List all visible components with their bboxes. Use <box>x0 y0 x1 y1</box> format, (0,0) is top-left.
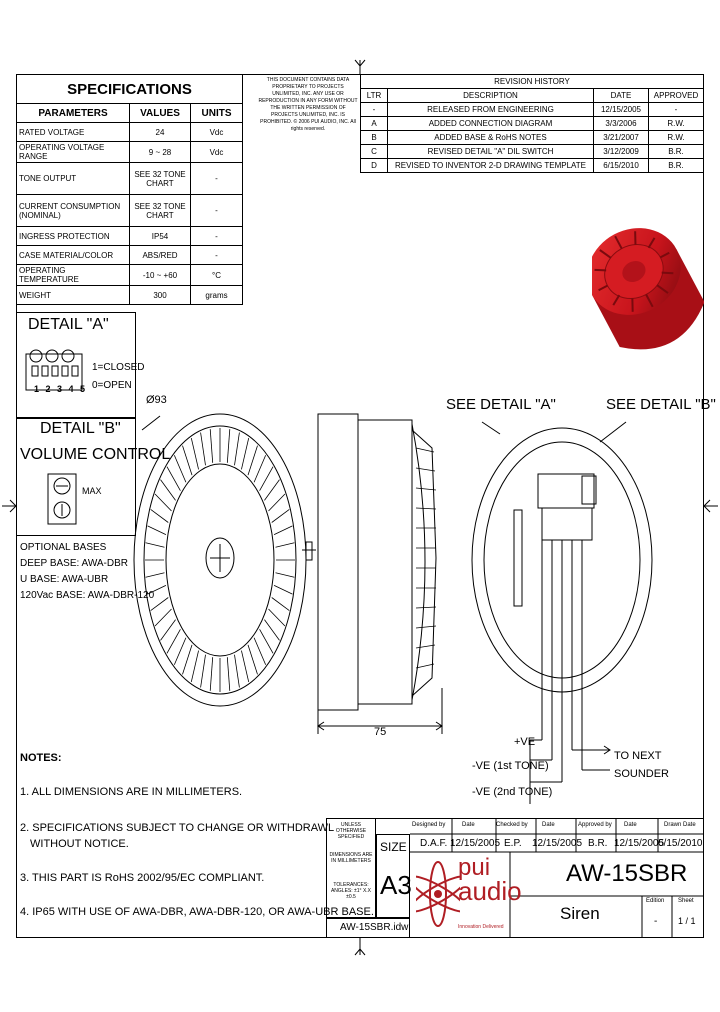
max-label: MAX <box>82 486 102 496</box>
rev-approved: R.W. <box>649 131 704 145</box>
grille-rib <box>174 455 186 482</box>
spec-header-parameters: PARAMETERS <box>17 104 130 123</box>
open-label: 0=OPEN <box>92 380 132 391</box>
grille-rib <box>148 526 166 535</box>
see-detail-a-callout: SEE DETAIL "A" <box>446 396 556 413</box>
rev-description: ADDED BASE & RoHS NOTES <box>388 131 594 145</box>
approved-by-label: Approved by <box>578 822 612 828</box>
see-detail-b-callout: SEE DETAIL "B" <box>606 396 716 413</box>
grille-rib <box>268 494 284 511</box>
logo-text-pui: pui <box>458 854 491 881</box>
grille-rib <box>191 651 198 682</box>
spec-parameter: OPERATING TEMPERATURE <box>17 265 130 286</box>
depth-dimension-label: 75 <box>374 726 387 738</box>
notes-title: NOTES: <box>20 752 62 764</box>
specifications-table <box>16 74 243 305</box>
spec-unit: °C <box>191 265 243 286</box>
grille-rib <box>155 494 171 511</box>
dims-note: DIMENSIONS ARE IN MILLIMETERS <box>329 852 373 864</box>
base-item: DEEP BASE: AWA-DBR <box>20 558 128 569</box>
rev-approved: R.W. <box>649 117 704 131</box>
grille-rib <box>260 629 273 653</box>
grille-rib <box>167 629 180 653</box>
grille-rib <box>272 598 290 611</box>
grille-rib <box>264 480 279 501</box>
spec-unit: Vdc <box>191 123 243 142</box>
grille-rib <box>210 657 212 691</box>
rev-ltr: - <box>361 103 388 117</box>
rev-ltr: B <box>361 131 388 145</box>
spec-parameter: WEIGHT <box>17 286 130 305</box>
note-item: 1. ALL DIMENSIONS ARE IN MILLIMETERS. <box>20 786 243 798</box>
date-label: Date <box>542 822 555 828</box>
grille-rib <box>191 438 198 469</box>
grille-rib <box>260 467 273 491</box>
checker-value: E.P. <box>504 838 522 849</box>
rev-approved: - <box>649 103 704 117</box>
sheet-label: Sheet <box>678 898 694 904</box>
spec-parameter: OPERATING VOLTAGE RANGE <box>17 142 130 163</box>
grille-rib <box>254 638 266 665</box>
rev-description: REVISED DETAIL "A" DIL SWITCH <box>388 145 594 159</box>
diameter-label: Ø93 <box>146 394 167 406</box>
spec-value: 300 <box>130 286 191 305</box>
grille-rib <box>183 446 193 475</box>
plus-ve-label: +VE <box>514 736 536 748</box>
rev-ltr: C <box>361 145 388 159</box>
file-name: AW-15SBR.idw <box>340 922 409 933</box>
grille-rib <box>227 657 229 691</box>
table-row <box>17 142 243 163</box>
grille-rib <box>241 651 248 682</box>
grille-rib <box>151 598 169 611</box>
spec-unit: - <box>191 163 243 195</box>
detail-b-subtitle: VOLUME CONTROL <box>20 446 171 463</box>
rev-ltr: A <box>361 117 388 131</box>
size-label: SIZE <box>380 840 407 854</box>
minus-ve-2-label: -VE (2nd TONE) <box>472 786 553 798</box>
grille-rib <box>210 429 212 463</box>
rev-date: 3/3/2006 <box>594 117 649 131</box>
spec-value: 9 ~ 28 <box>130 142 191 163</box>
rev-description: RELEASED FROM ENGINEERING <box>388 103 594 117</box>
table-row <box>361 131 704 145</box>
spec-unit: grams <box>191 286 243 305</box>
rev-ltr: D <box>361 159 388 173</box>
grille-rib <box>146 573 165 577</box>
table-row <box>361 117 704 131</box>
grille-rib <box>272 509 290 522</box>
grille-rib <box>146 543 165 547</box>
grille-rib <box>155 609 171 626</box>
spec-value: 24 <box>130 123 191 142</box>
table-row <box>17 286 243 305</box>
date-label: Date <box>462 822 475 828</box>
table-row <box>17 163 243 195</box>
siren-render-image <box>592 208 704 388</box>
spec-unit: Vdc <box>191 142 243 163</box>
closed-label: 1=CLOSED <box>92 362 145 373</box>
rev-header-date: DATE <box>594 89 649 103</box>
table-row <box>361 103 704 117</box>
edition-value: - <box>654 916 658 927</box>
sounder-label: SOUNDER <box>614 768 670 780</box>
side-view-drawing <box>312 408 452 748</box>
rev-description: REVISED TO INVENTOR 2-D DRAWING TEMPLATE <box>388 159 594 173</box>
spec-parameter: CASE MATERIAL/COLOR <box>17 246 130 265</box>
table-row <box>17 123 243 142</box>
logo-tagline: Innovation Delivered <box>458 924 504 930</box>
table-row <box>17 246 243 265</box>
spec-unit: - <box>191 227 243 246</box>
spec-parameter: CURRENT CONSUMPTION (NOMINAL) <box>17 195 130 227</box>
note-item: 3. THIS PART IS RoHS 2002/95/EC COMPLIANT. <box>20 872 265 884</box>
front-view-drawing <box>130 390 320 720</box>
designed-by-label: Designed by <box>412 822 446 828</box>
rev-date: 6/15/2010 <box>594 159 649 173</box>
part-number: AW-15SBR <box>566 860 688 887</box>
sheet-size: A3 <box>380 870 412 900</box>
spec-parameter: RATED VOLTAGE <box>17 123 130 142</box>
revision-title: REVISION HISTORY <box>361 75 704 89</box>
date-value: 12/15/2005 <box>450 838 501 849</box>
volume-knob-icon <box>42 470 82 528</box>
specifications-title: SPECIFICATIONS <box>17 75 243 104</box>
grille-rib <box>148 585 166 594</box>
spec-value: IP54 <box>130 227 191 246</box>
grille-rib <box>160 620 175 641</box>
note-item: 2. SPECIFICATIONS SUBJECT TO CHANGE OR WITHDRAWL <box>20 822 335 834</box>
table-row <box>361 145 704 159</box>
grille-rib <box>248 645 258 674</box>
spec-value: ABS/RED <box>130 246 191 265</box>
drawn-date-label: Drawn Date <box>664 822 696 828</box>
table-row <box>361 159 704 173</box>
note-item: WITHOUT NOTICE. <box>30 838 129 850</box>
spec-parameter: INGRESS PROTECTION <box>17 227 130 246</box>
atom-logo-icon <box>416 856 460 932</box>
checked-by-label: Checked by <box>496 822 528 828</box>
part-description: Siren <box>560 904 600 923</box>
rev-header-approved: APPROVED <box>649 89 704 103</box>
sheet-value: 1 / 1 <box>678 916 696 926</box>
spec-value: SEE 32 TONE CHART <box>130 163 191 195</box>
note-item: 4. IP65 WITH USE OF AWA-DBR, AWA-DBR-120, OR AWA-UBR BASE. <box>20 906 374 918</box>
unless-note: UNLESS OTHERWISE SPECIFIED <box>335 822 367 840</box>
spec-value: -10 ~ +60 <box>130 265 191 286</box>
grille-rib <box>234 432 239 465</box>
grille-rib <box>174 638 186 665</box>
revision-history-table <box>360 74 704 173</box>
date-label: Date <box>624 822 637 828</box>
detail-a-title: DETAIL "A" <box>28 316 109 333</box>
rev-date: 3/12/2009 <box>594 145 649 159</box>
grille-rib <box>274 585 292 594</box>
grille-rib <box>183 645 193 674</box>
grille-rib <box>248 446 258 475</box>
grille-rib <box>241 438 248 469</box>
grille-rib <box>276 573 295 577</box>
to-next-label: TO NEXT <box>614 750 662 762</box>
grille-rib <box>276 543 295 547</box>
logo-text-audio: audio <box>458 876 522 906</box>
spec-value: SEE 32 TONE CHART <box>130 195 191 227</box>
rev-date: 12/15/2005 <box>594 103 649 117</box>
date-value: 12/15/2005 <box>614 838 665 849</box>
optional-bases-title: OPTIONAL BASES <box>20 542 107 553</box>
drawn-date-value: 6/15/2010 <box>658 838 703 849</box>
date-value: 12/15/2005 <box>532 838 583 849</box>
rev-approved: B.R. <box>649 159 704 173</box>
tolerance-note: TOLERANCES: ANGLES: ±1° X.X ±0.5 <box>330 882 372 900</box>
edition-label: Edition <box>646 898 665 904</box>
spec-parameter: TONE OUTPUT <box>17 163 130 195</box>
grille-rib <box>268 609 284 626</box>
grille-rib <box>151 509 169 522</box>
spec-unit: - <box>191 246 243 265</box>
table-row <box>17 227 243 246</box>
base-item: 120Vac BASE: AWA-DBR-120 <box>20 590 155 601</box>
spec-unit: - <box>191 195 243 227</box>
spec-header-units: UNITS <box>191 104 243 123</box>
rev-approved: B.R. <box>649 145 704 159</box>
spec-header-values: VALUES <box>130 104 191 123</box>
grille-rib <box>254 455 266 482</box>
approver-value: B.R. <box>588 838 608 849</box>
table-row <box>17 195 243 227</box>
rev-date: 3/21/2007 <box>594 131 649 145</box>
detail-b-title: DETAIL "B" <box>40 420 121 437</box>
grille-rib <box>274 526 292 535</box>
proprietary-note: THIS DOCUMENT CONTAINS DATA PROPRIETARY TO PROJECTS UNLIMITED, INC. ANY USE OR REPRODUCTION IN ANY FORM WITHOUT THE WRITTEN PERMISSION OF PROJECTS UNLIMITED, INC. IS PROHIBITED. © 2006 PUI AUDIO, INC. All rights reserved. <box>258 77 358 132</box>
grille-rib <box>201 655 206 688</box>
grille-rib <box>234 655 239 688</box>
base-item: U BASE: AWA-UBR <box>20 574 109 585</box>
designer-value: D.A.F. <box>420 838 448 849</box>
rev-header-description: DESCRIPTION <box>388 89 594 103</box>
minus-ve-1-label: -VE (1st TONE) <box>472 760 549 772</box>
rev-header-ltr: LTR <box>361 89 388 103</box>
grille-rib <box>167 467 180 491</box>
grille-rib <box>160 480 175 501</box>
grille-rib <box>264 620 279 641</box>
grille-rib <box>227 429 229 463</box>
switch-numbers: 1 2 3 4 5 <box>34 384 88 394</box>
grille-rib <box>201 432 206 465</box>
table-row <box>17 265 243 286</box>
rev-description: ADDED CONNECTION DIAGRAM <box>388 117 594 131</box>
